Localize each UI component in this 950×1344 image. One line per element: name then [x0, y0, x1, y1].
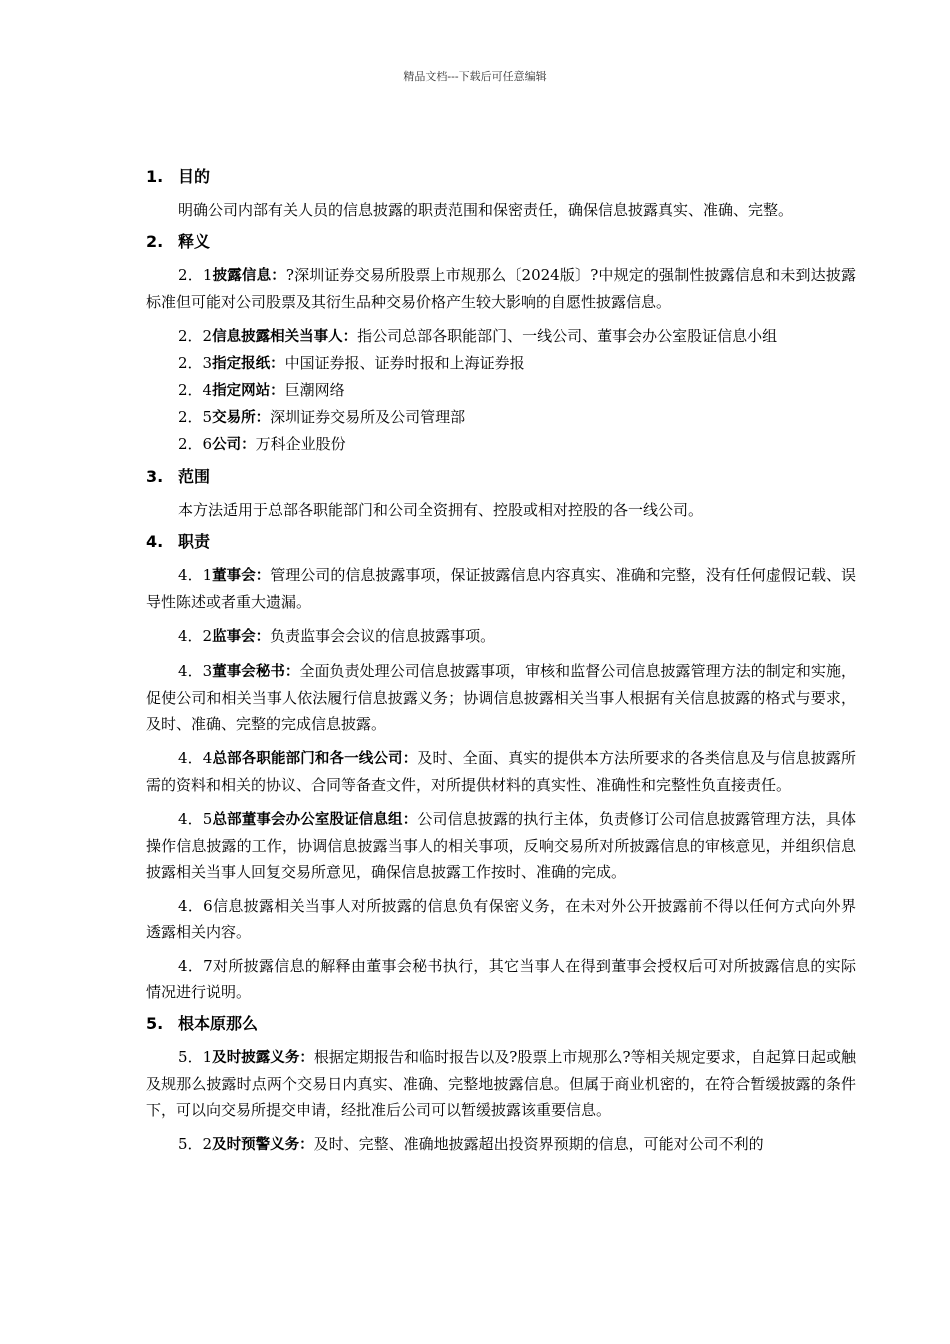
clause-4-1: [146, 562, 856, 615]
clause-number: 2．5: [178, 408, 213, 426]
clause-text: 对所披露信息的解释由董事会秘书执行，其它当事人在得到董事会授权后可对所披露信息的实际情况进行说明。: [146, 957, 856, 1001]
section-title: 职责: [178, 532, 211, 551]
clause-5-2: [146, 1131, 856, 1158]
clause-number: 2．2: [178, 327, 213, 345]
section-number: 1.: [146, 167, 164, 186]
clause-term: 监事会：: [212, 629, 271, 645]
clause-text: 指公司总部各职能部门、一线公司、董事会办公室股证信息小组: [357, 327, 778, 345]
clause-text: 巨潮网络: [284, 381, 345, 399]
clause-term: 指定报纸：: [212, 356, 285, 372]
section-heading-1: [146, 166, 856, 188]
clause-number: 4．5: [178, 810, 213, 828]
clause-number: 4．1: [178, 566, 213, 584]
clause-2-2: [146, 323, 856, 350]
section-heading-5: [146, 1013, 856, 1035]
clause-term: 董事会秘书：: [212, 664, 300, 680]
clause-4-6: [146, 893, 856, 945]
clause-number: 4．3: [178, 662, 213, 680]
clause-4-5: [146, 806, 856, 885]
clause-text: 深圳证券交易所及公司管理部: [270, 408, 466, 426]
clause-text: 公司信息披露的执行主体，负责修订公司信息披露管理方法，具体操作信息披露的工作，协调信息披露当事人的相关事项，反响交易所对所披露信息的审核意见，并组织信息披露相关当事人回复交易所意见，确保信息披露工作按时、准确的完成。: [146, 810, 856, 881]
clause-2-3: [146, 350, 856, 377]
clause-4-2: [146, 623, 856, 650]
clause-term: 及时预警义务：: [212, 1137, 314, 1153]
clause-term: 董事会：: [212, 568, 271, 584]
clause-term: 披露信息：: [212, 268, 286, 284]
clause-text: 及时、全面、真实的提供本方法所要求的各类信息及与信息披露所需的资料和相关的协议、合同等备查文件，对所提供材料的真实性、准确性和完整性负直接责任。: [146, 749, 856, 794]
clause-text: 万科企业股份: [255, 435, 346, 453]
clause-text: 全面负责处理公司信息披露事项，审核和监督公司信息披露管理方法的制定和实施，促使公司和相关当事人依法履行信息披露义务；协调信息披露相关当事人根据有关信息披露的格式与要求，及时、准确、完整的完成信息披露。: [146, 662, 856, 733]
clause-term: 交易所：: [212, 410, 271, 426]
clause-term: 总部各职能部门和各一线公司：: [212, 751, 418, 767]
section-number: 4.: [146, 532, 164, 551]
clause-2-4: [146, 377, 856, 404]
page-header: 精品文档---下载后可任意编辑: [403, 70, 547, 83]
section-title: 根本原那么: [178, 1014, 259, 1033]
clause-term: 及时披露义务：: [212, 1050, 314, 1066]
section-number: 5.: [146, 1014, 164, 1033]
section-title: 释义: [178, 232, 211, 251]
section-heading-2: [146, 231, 856, 253]
clause-text: 根据定期报告和临时报告以及?股票上市规那么?等相关规定要求，自起算日起或触及规那么披露时点两个交易日内真实、准确、完整地披露信息。但属于商业机密的，在符合暂缓披露的条件下，可以向交易所提交申请，经批准后公司可以暂缓披露该重要信息。: [146, 1048, 857, 1119]
clause-term: 指定网站：: [212, 383, 285, 399]
paragraph: 明确公司内部有关人员的信息披露的职责范围和保密责任，确保信息披露真实、准确、完整。: [178, 201, 794, 219]
clause-text: 信息披露相关当事人对所披露的信息负有保密义务，在未对外公开披露前不得以任何方式向外界透露相关内容。: [146, 897, 856, 941]
clause-number: 5．2: [178, 1135, 213, 1153]
clause-2-5: [146, 404, 856, 431]
clause-number: 2．3: [178, 354, 213, 372]
clause-number: 5．1: [178, 1048, 213, 1066]
clause-text: 负责监事会会议的信息披露事项。: [270, 627, 496, 645]
clause-number: 2．1: [178, 266, 213, 284]
clause-number: 4．7: [178, 957, 213, 975]
clause-text: ?深圳证券交易所股票上市规那么〔2024版〕?中规定的强制性披露信息和未到达披露标准但可能对公司股票及其衍生品种交易价格产生较大影响的自愿性披露信息。: [146, 266, 857, 311]
section-heading-3: [146, 466, 856, 488]
clause-term: 总部董事会办公室股证信息组：: [212, 812, 418, 828]
clause-number: 2．4: [178, 381, 213, 399]
clause-text: 及时、完整、准确地披露超出投资界预期的信息，可能对公司不利的: [313, 1135, 764, 1153]
clause-number: 4．2: [178, 627, 213, 645]
clause-number: 2．6: [178, 435, 213, 453]
section-number: 3.: [146, 467, 164, 486]
clause-4-7: [146, 953, 856, 1005]
clause-4-4: [146, 745, 856, 798]
clause-2-1: [146, 262, 856, 315]
clause-term: 公司：: [212, 437, 256, 453]
section-heading-4: [146, 531, 856, 553]
section-title: 目的: [178, 167, 211, 186]
clause-text: 中国证券报、证券时报和上海证券报: [284, 354, 525, 372]
clause-2-6: [146, 431, 856, 458]
clause-text: 管理公司的信息披露事项，保证披露信息内容真实、准确和完整，没有任何虚假记载、误导性陈述或者重大遗漏。: [146, 566, 857, 611]
document-body: [146, 160, 856, 1166]
clause-number: 4．4: [178, 749, 213, 767]
clause-number: 4．6: [178, 897, 213, 915]
section-number: 2.: [146, 232, 164, 251]
clause-term: 信息披露相关当事人：: [212, 329, 358, 345]
paragraph: 本方法适用于总部各职能部门和公司全资拥有、控股或相对控股的各一线公司。: [178, 501, 704, 519]
clause-5-1: [146, 1044, 856, 1123]
clause-4-3: [146, 658, 856, 737]
section-title: 范围: [178, 467, 211, 486]
